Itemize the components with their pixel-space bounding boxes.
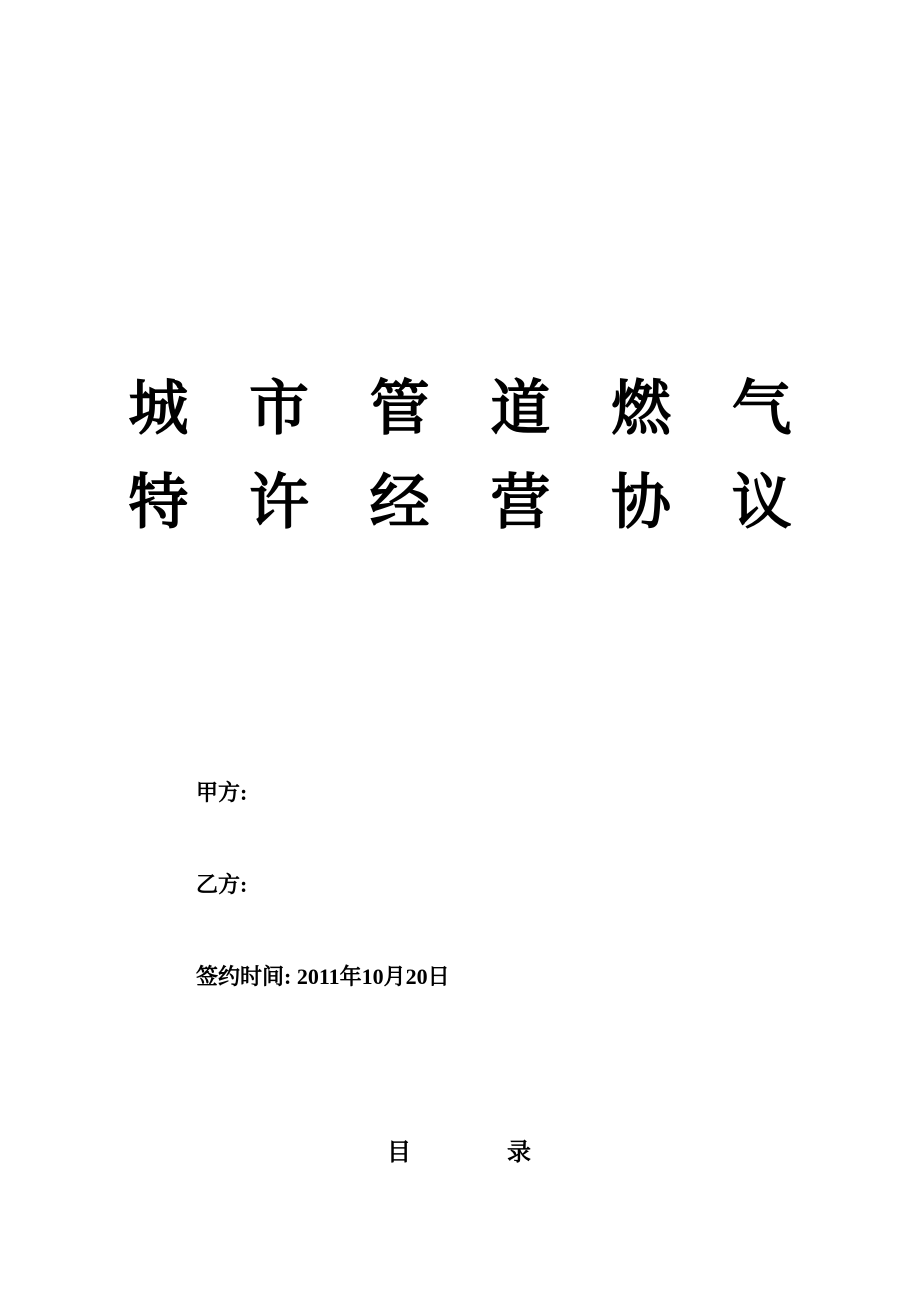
signing-date-label: 签约时间: [196, 964, 292, 989]
signing-date-value: 2011年10月20日 [296, 964, 450, 989]
party-b-label: 乙方: [196, 872, 248, 897]
title-line-2: 特 许 经 营 协 议 [128, 469, 814, 536]
signing-date-row [196, 962, 796, 992]
document-title [0, 362, 920, 550]
table-of-contents-heading [0, 1132, 920, 1167]
party-a-label: 甲方: [196, 780, 248, 805]
title-line-1: 城 市 管 道 燃 气 [128, 375, 814, 442]
toc-heading-left: 目 [387, 1140, 413, 1166]
party-information [196, 778, 796, 992]
toc-heading-right: 录 [507, 1140, 533, 1166]
